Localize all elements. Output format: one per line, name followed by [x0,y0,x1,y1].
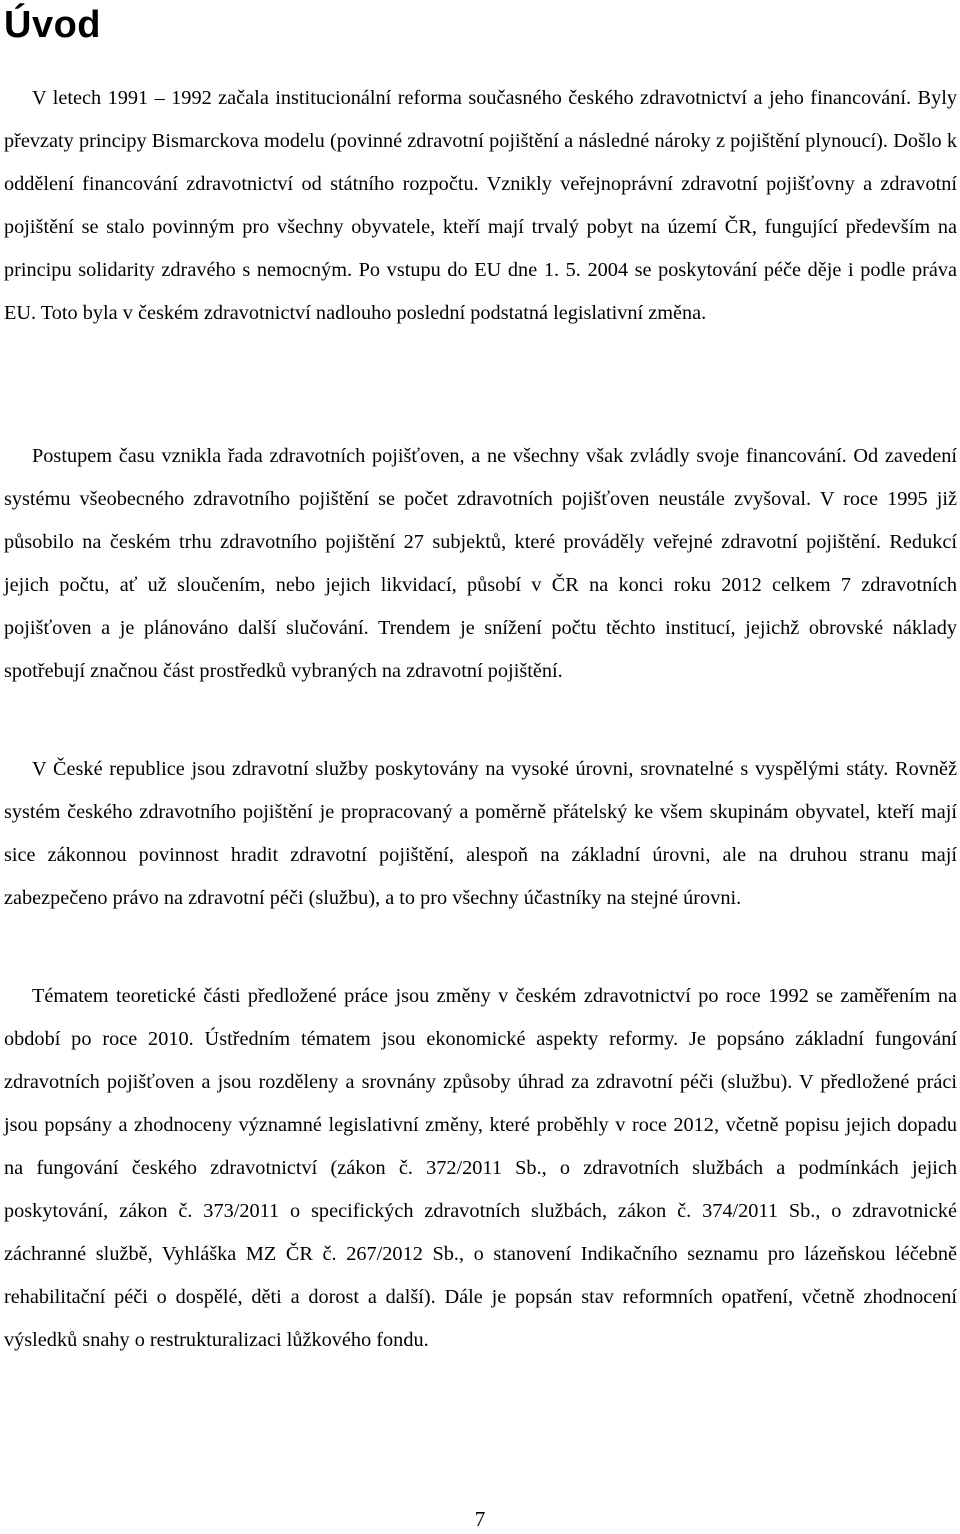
paragraph-4: Tématem teoretické části předložené práce jsou změny v českém zdravotnictví po roce 1992 se zaměřením na období po roce 2010. Ústředním tématem jsou ekonomické aspekty reformy. Je popsáno základní fungování zdravotních pojišťoven a jsou rozděleny a srovnány způsoby úhrad za zdravotní péči (službu). V předložené práci jsou popsány a zhodnoceny významné legislativní změny, které proběhly v roce 2012, včetně popisu jejich dopadu na fungování českého zdravotnictví (zákon č. 372/2011 Sb., o zdravotních službách a podmínkách jejich poskytování, zákon č. 373/2011 o specifických zdravotních službách, zákon č. 374/2011 Sb., o zdravotnické záchranné službě, Vyhláška MZ ČR č. 267/2012 Sb., o stanovení Indikačního seznamu pro lázeňskou léčebně rehabilitační péči o dospělé, děti a dorost a další). Dále je popsán stav reformních opatření, včetně zhodnocení výsledků snahy o restrukturalizaci lůžkového fondu. [4,985,957,1351]
paragraph-2: Postupem času vznikla řada zdravotních pojišťoven, a ne všechny však zvládly svoje financování. Od zavedení systému všeobecného zdravotního pojištění se počet zdravotních pojišťoven neustále zvyšoval. V roce 1995 již působilo na českém trhu zdravotního pojištění 27 subjektů, které prováděly veřejné zdravotní pojištění. Redukcí jejich počtu, ať už sloučením, nebo jejich likvidací, působí v ČR na konci roku 2012 celkem 7 zdravotních pojišťoven a je plánováno další slučování. Trendem je snížení počtu těchto institucí, jejichž obrovské náklady spotřebují značnou část prostředků vybraných na zdravotní pojištění. [4,445,957,682]
paragraph-3: V České republice jsou zdravotní služby poskytovány na vysoké úrovni, srovnatelné s vyspělými státy. Rovněž systém českého zdravotního pojištění je propracovaný a poměrně přátelský ke všem skupinám obyvatel, kteří mají sice zákonnou povinnost hradit zdravotní pojištění, alespoň na základní úrovni, ale na druhou stranu mají zabezpečeno právo na zdravotní péči (službu), a to pro všechny účastníky na stejné úrovni. [4,758,957,909]
page-number: 7 [474,1507,486,1531]
paragraph-1: V letech 1991 – 1992 začala institucionální reforma současného českého zdravotnictví a jeho financování. Byly převzaty principy Bismarckova modelu (povinné zdravotní pojištění a následné nároky z pojištění plynoucí). Došlo k oddělení financování zdravotnictví od státního rozpočtu. Vznikly veřejnoprávní zdravotní pojišťovny a zdravotní pojištění se stalo povinným pro všechny obyvatele, kteří mají trvalý pobyt na území ČR, fungující především na principu solidarity zdravého s nemocným. Po vstupu do EU dne 1. 5. 2004 se poskytování péče děje i podle práva EU. Toto byla v českém zdravotnictví nadlouho poslední podstatná legislativní změna. [4,87,957,324]
page-title: Úvod [4,4,101,46]
